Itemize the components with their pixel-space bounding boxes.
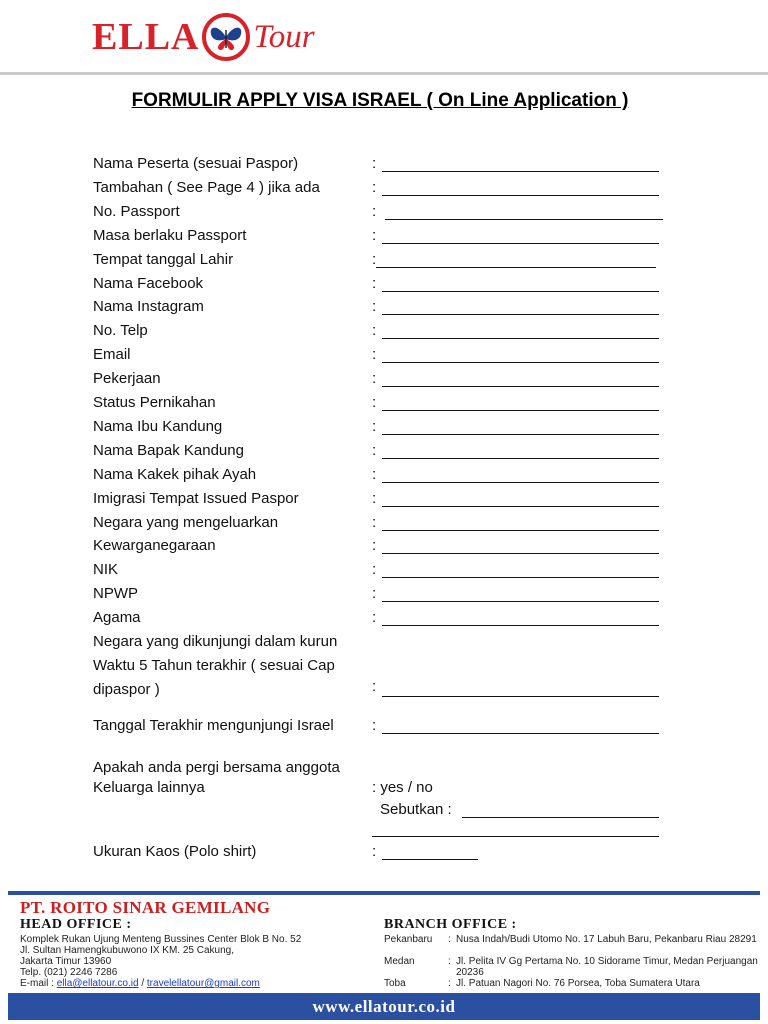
mention-label: Sebutkan : bbox=[380, 801, 452, 818]
field-colon: : bbox=[372, 490, 377, 507]
answer-line[interactable] bbox=[382, 314, 659, 315]
answer-line[interactable] bbox=[382, 482, 659, 483]
field-label: Tanggal Terakhir mengunjungi Israel bbox=[93, 717, 334, 734]
field-label: Tambahan ( See Page 4 ) jika ada bbox=[93, 179, 320, 196]
answer-line[interactable] bbox=[382, 458, 659, 459]
brand-logo bbox=[92, 12, 315, 62]
field-colon: : bbox=[372, 370, 377, 387]
answer-line[interactable] bbox=[382, 243, 659, 244]
field-visited-countries bbox=[93, 630, 693, 702]
field-colon: : bbox=[372, 418, 377, 435]
field-label: Email bbox=[93, 346, 131, 363]
butterfly-globe-icon bbox=[201, 12, 251, 62]
field-label: NIK bbox=[93, 561, 119, 578]
field-label: Nama Peserta (sesuai Paspor) bbox=[93, 155, 299, 172]
branch-colon: : bbox=[448, 956, 451, 967]
branch-address: Jl. Pelita IV Gg Pertama No. 10 Sidorame Timur, Medan Perjuangan 20236 bbox=[456, 956, 758, 978]
field-colon: : bbox=[372, 442, 377, 459]
field-colon: : bbox=[372, 537, 377, 554]
field-colon: : bbox=[372, 717, 377, 734]
answer-line[interactable] bbox=[382, 386, 659, 387]
field-label: No. Telp bbox=[93, 322, 148, 339]
field-label: Nama Instagram bbox=[93, 298, 204, 315]
answer-line[interactable] bbox=[382, 171, 659, 172]
answer-line[interactable] bbox=[382, 434, 659, 435]
field-label: Imigrasi Tempat Issued Paspor bbox=[93, 490, 299, 507]
field-colon: : bbox=[372, 155, 377, 172]
branch-city: Medan bbox=[384, 956, 415, 967]
field-colon: : bbox=[372, 514, 377, 531]
field-colon: : bbox=[372, 275, 377, 292]
answer-line[interactable] bbox=[376, 267, 656, 268]
field-label: Agama bbox=[93, 609, 141, 626]
field-label: Negara yang mengeluarkan bbox=[93, 514, 279, 531]
field-colon: : bbox=[372, 346, 377, 363]
company-name: PT. ROITO SINAR GEMILANG bbox=[20, 898, 271, 917]
field-colon: : bbox=[372, 585, 377, 602]
field-colon: : bbox=[372, 322, 377, 339]
field-colon: : bbox=[372, 203, 377, 220]
address-line: Jl. Sultan Hamengkubuwono IX KM. 25 Cakung, bbox=[20, 945, 235, 956]
field-label: No. Passport bbox=[93, 203, 180, 220]
field-colon: : bbox=[372, 251, 377, 268]
yes-no-choice[interactable]: : yes / no bbox=[372, 779, 433, 796]
head-office-address bbox=[20, 934, 380, 989]
field-colon: : bbox=[372, 179, 377, 196]
answer-line[interactable] bbox=[385, 219, 663, 220]
field-label: Negara yang dikunjungi dalam kurun Waktu 5 Tahun terakhir ( sesuai Cap dipaspor ) bbox=[93, 633, 338, 698]
email-separator: / bbox=[141, 978, 145, 989]
branch-address: Nusa Indah/Budi Utomo No. 17 Labuh Baru, Pekanbaru Riau 28291 bbox=[456, 934, 757, 945]
footer-top-rule bbox=[8, 891, 760, 895]
field-label: Tempat tanggal Lahir bbox=[93, 251, 234, 268]
header-divider bbox=[0, 72, 768, 75]
field-label: Ukuran Kaos (Polo shirt) bbox=[93, 843, 257, 860]
field-label: NPWP bbox=[93, 585, 138, 602]
field-label: Kewarganegaraan bbox=[93, 537, 216, 554]
field-label: Nama Kakek pihak Ayah bbox=[93, 466, 257, 483]
website-link[interactable]: www.ellatour.co.id bbox=[312, 997, 456, 1016]
field-colon: : bbox=[372, 227, 377, 244]
field-label-line2: Keluarga lainnya bbox=[93, 779, 205, 796]
address-line: Telp. (021) 2246 7286 bbox=[20, 967, 118, 978]
field-label: Nama Bapak Kandung bbox=[93, 442, 244, 459]
field-colon: : bbox=[372, 394, 377, 411]
field-colon: : bbox=[372, 609, 377, 626]
answer-line[interactable] bbox=[382, 625, 659, 626]
answer-line[interactable] bbox=[382, 577, 659, 578]
mention-answer-line[interactable] bbox=[462, 817, 659, 818]
field-colon: : bbox=[372, 466, 377, 483]
field-label-line1: Apakah anda pergi bersama anggota bbox=[93, 759, 340, 776]
answer-line[interactable] bbox=[382, 338, 659, 339]
email-label: E-mail : bbox=[20, 978, 54, 989]
answer-line[interactable] bbox=[382, 601, 659, 602]
answer-line[interactable] bbox=[382, 362, 659, 363]
answer-line[interactable] bbox=[382, 530, 659, 531]
answer-line[interactable] bbox=[382, 291, 659, 292]
field-label: Masa berlaku Passport bbox=[93, 227, 247, 244]
address-line: Jakarta Timur 13960 bbox=[20, 956, 112, 967]
answer-line[interactable] bbox=[382, 195, 659, 196]
answer-line[interactable] bbox=[382, 859, 478, 860]
answer-line[interactable] bbox=[382, 410, 659, 411]
field-label: Nama Ibu Kandung bbox=[93, 418, 223, 435]
mention-extra-line[interactable] bbox=[372, 836, 659, 837]
field-colon: : bbox=[372, 678, 377, 695]
brand-name-left: ELLA bbox=[92, 16, 200, 58]
field-label: Pekerjaan bbox=[93, 370, 161, 387]
answer-line[interactable] bbox=[382, 696, 659, 697]
branch-colon: : bbox=[448, 934, 451, 945]
branch-city: Pekanbaru bbox=[384, 934, 433, 945]
branch-colon: : bbox=[448, 978, 451, 989]
answer-line[interactable] bbox=[382, 553, 659, 554]
email-link-2[interactable]: travelellatour@gmail.com bbox=[146, 978, 260, 989]
head-office-title: HEAD OFFICE : bbox=[20, 917, 132, 932]
branch-office-title: BRANCH OFFICE : bbox=[384, 917, 517, 932]
field-colon: : bbox=[372, 298, 377, 315]
branch-city: Toba bbox=[384, 978, 406, 989]
answer-line[interactable] bbox=[382, 506, 659, 507]
field-label: Nama Facebook bbox=[93, 275, 204, 292]
brand-name-right: Tour bbox=[253, 18, 315, 55]
field-colon: : bbox=[372, 843, 377, 860]
form-title: FORMULIR APPLY VISA ISRAEL ( On Line Application ) bbox=[131, 90, 629, 111]
branch-address: Jl. Patuan Nagori No. 76 Porsea, Toba Sumatera Utara bbox=[456, 978, 700, 989]
address-line: Komplek Rukan Ujung Menteng Bussines Center Blok B No. 52 bbox=[20, 934, 302, 945]
field-colon: : bbox=[372, 561, 377, 578]
email-link-1[interactable]: ella@ellatour.co.id bbox=[56, 978, 139, 989]
email-line bbox=[20, 978, 380, 989]
field-family bbox=[93, 756, 693, 846]
field-label: Status Pernikahan bbox=[93, 394, 216, 411]
website-banner bbox=[8, 993, 760, 1020]
answer-line[interactable] bbox=[382, 733, 659, 734]
